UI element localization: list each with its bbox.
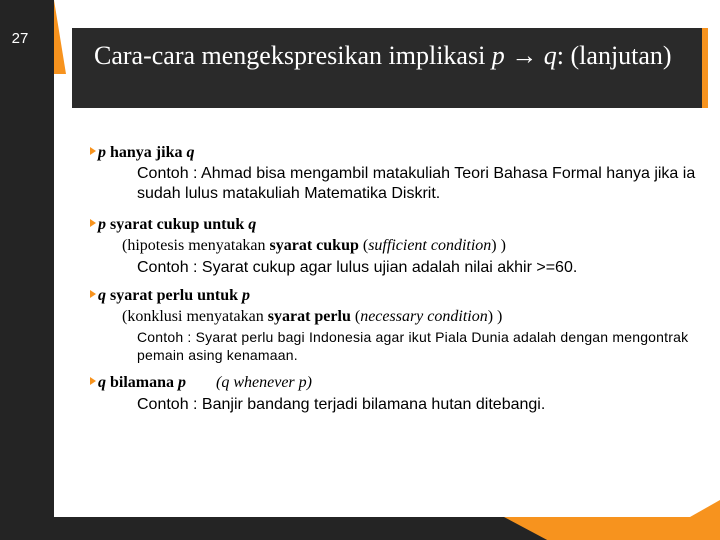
list-item-2-head: p syarat cukup untuk q xyxy=(90,215,256,235)
bullet-icon xyxy=(90,219,96,227)
list-item-1-head: p hanya jika q xyxy=(90,143,194,163)
list-item-2-note: (hipotesis menyatakan syarat cukup (sufficient condition) ) xyxy=(122,237,506,254)
title-var-q: q xyxy=(543,41,557,70)
list-item-2-example: Contoh : Syarat cukup agar lulus ujian adalah nilai akhir >=60. xyxy=(137,259,578,276)
bullet-icon xyxy=(90,147,96,155)
corner-accent xyxy=(690,500,720,517)
left-sidebar-bar xyxy=(0,0,54,540)
slide-number: 27 xyxy=(11,30,29,47)
list-item-4-aside: (q whenever p) xyxy=(216,374,312,391)
slide-title xyxy=(94,40,694,71)
title-arrow: → xyxy=(504,41,544,70)
list-item-3-note: (konklusi menyatakan syarat perlu (necessary condition) ) xyxy=(122,308,503,325)
title-text-end: : (lanjutan) xyxy=(556,41,672,70)
left-accent-triangle xyxy=(54,0,66,74)
list-item-1-example: Contoh : Ahmad bisa mengambil matakuliah Teori Bahasa Formal hanya jika ia sudah lulus matakuliah Matematika Diskrit. xyxy=(137,165,696,202)
title-text-start: Cara-cara mengekspresikan implikasi xyxy=(94,41,492,70)
list-item-4-head: q bilamana p (q whenever p) xyxy=(90,373,312,393)
title-var-p: p xyxy=(491,41,505,70)
list-item-3-head: q syarat perlu untuk p xyxy=(90,286,250,306)
list-item-4-example: Contoh : Banjir bandang terjadi bilamana hutan ditebangi. xyxy=(137,396,546,413)
bullet-icon xyxy=(90,290,96,298)
bullet-icon xyxy=(90,377,96,385)
list-item-3-example: Contoh : Syarat perlu bagi Indonesia agar ikut Piala Dunia adalah dengan mengontrak pemain asing kenamaan. xyxy=(137,329,689,363)
